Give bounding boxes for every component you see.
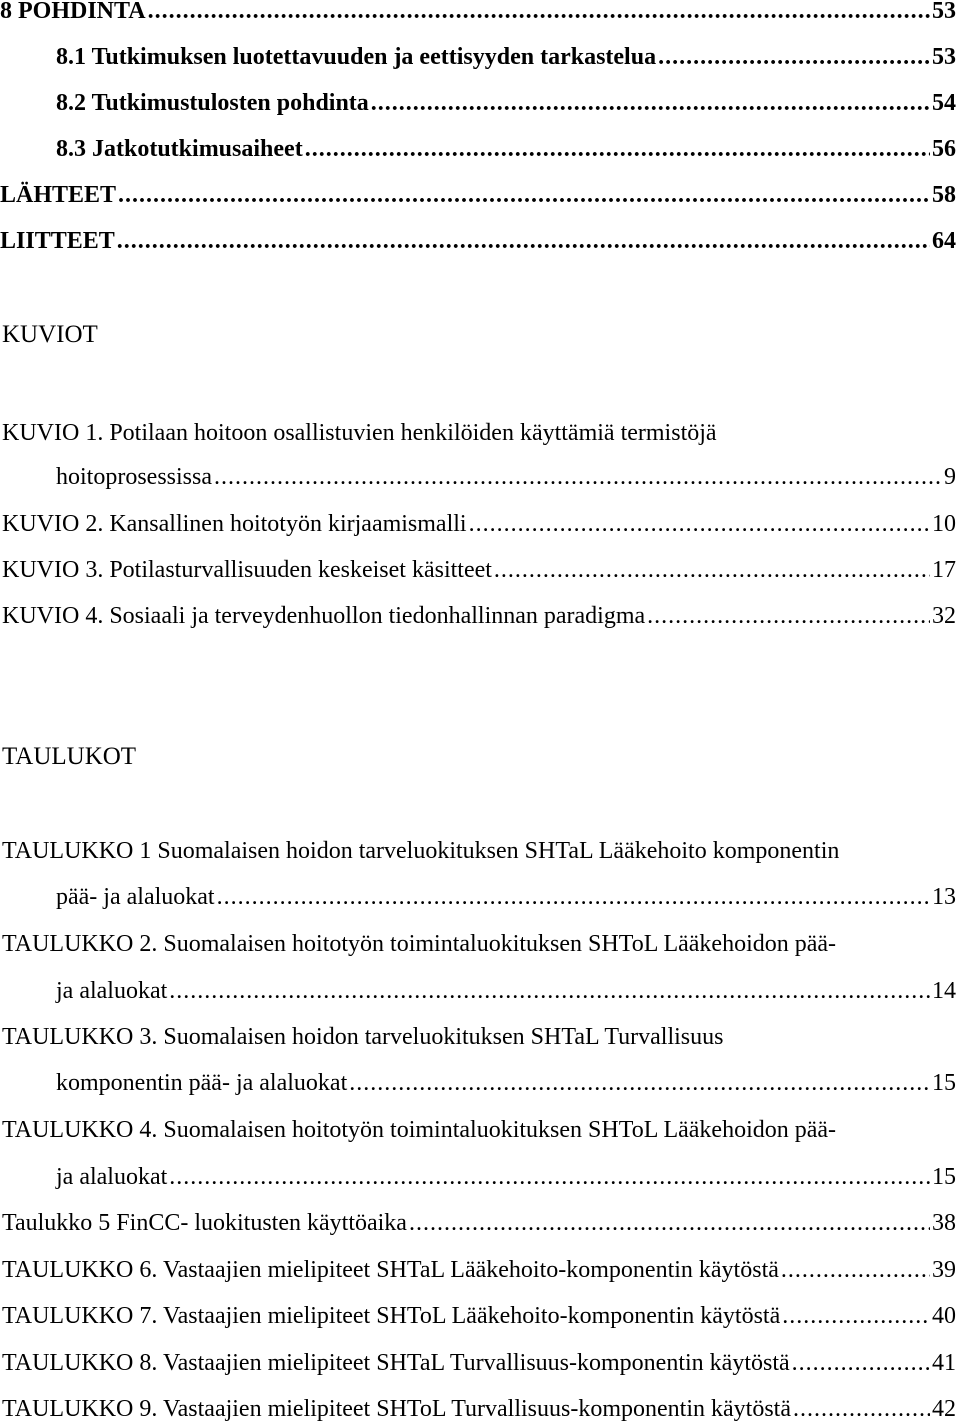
toc-entry-8-3[interactable] <box>56 132 956 166</box>
toc-entry-8-2[interactable] <box>56 86 956 120</box>
figure-entry-title: hoitoprosessissa <box>56 464 212 490</box>
table-entry-title: TAULUKKO 9. Vastaajien mielipiteet SHToL Turvallisuus-komponentin käytöstä <box>2 1396 791 1422</box>
table-entry-page: 13 <box>932 884 956 910</box>
dot-leader <box>148 0 930 28</box>
dot-leader <box>169 974 930 1008</box>
table-entry-4-line1[interactable]: TAULUKKO 4. Suomalaisen hoitotyön toimintaluokituksen SHToL Lääkehoidon pää- <box>2 1117 837 1143</box>
dot-leader <box>409 1206 930 1240</box>
table-entry-title: pää- ja alaluokat <box>56 884 215 910</box>
table-entry-4[interactable] <box>56 1160 956 1194</box>
figure-entry-title: KUVIO 3. Potilasturvallisuuden keskeiset käsitteet <box>2 557 492 583</box>
dot-leader <box>371 86 930 120</box>
dot-leader <box>214 460 942 494</box>
table-entry-page: 42 <box>932 1396 956 1422</box>
figure-entry-page: 9 <box>944 464 956 490</box>
table-entry-3[interactable] <box>56 1066 956 1100</box>
table-entry-3-line1[interactable]: TAULUKKO 3. Suomalaisen hoidon tarveluokituksen SHTaL Turvallisuus <box>2 1024 724 1050</box>
figure-entry-1[interactable] <box>56 460 956 494</box>
table-entry-5[interactable] <box>2 1206 956 1240</box>
toc-entry-liitteet[interactable] <box>0 224 956 258</box>
toc-entry-8-1[interactable] <box>56 40 956 74</box>
table-entry-page: 15 <box>932 1070 956 1096</box>
toc-entry-title: 8.1 Tutkimuksen luotettavuuden ja eettisyyden tarkastelua <box>56 44 657 70</box>
dot-leader <box>781 1253 930 1287</box>
table-entry-title: ja alaluokat <box>56 1164 168 1190</box>
table-entry-1[interactable] <box>56 880 956 914</box>
table-entry-6[interactable] <box>2 1253 956 1287</box>
table-entry-page: 38 <box>932 1210 956 1236</box>
figure-entry-title: KUVIO 2. Kansallinen hoitotyön kirjaamismalli <box>2 511 467 537</box>
dot-leader <box>118 178 930 212</box>
figure-entry-1-line1[interactable]: KUVIO 1. Potilaan hoitoon osallistuvien henkilöiden käyttämiä termistöjä <box>2 420 717 446</box>
table-entry-page: 14 <box>932 978 956 1004</box>
table-entry-title: Taulukko 5 FinCC- luokitusten käyttöaika <box>2 1210 407 1236</box>
toc-entry-page: 56 <box>932 136 956 162</box>
dot-leader <box>494 553 930 587</box>
toc-entry-title: 8.3 Jatkotutkimusaiheet <box>56 136 303 162</box>
dot-leader <box>658 40 930 74</box>
dot-leader <box>349 1066 930 1100</box>
toc-entry-title: 8 POHDINTA <box>0 0 146 24</box>
toc-entry-page: 53 <box>932 0 956 24</box>
table-entry-page: 41 <box>932 1350 956 1376</box>
toc-entry-page: 58 <box>932 182 956 208</box>
table-entry-title: ja alaluokat <box>56 978 168 1004</box>
figure-entry-page: 32 <box>932 603 956 629</box>
table-entry-2-line1[interactable]: TAULUKKO 2. Suomalaisen hoitotyön toimintaluokituksen SHToL Lääkehoidon pää- <box>2 931 837 957</box>
figure-entry-2[interactable] <box>2 507 956 541</box>
dot-leader <box>305 132 930 166</box>
dot-leader <box>782 1299 930 1333</box>
dot-leader <box>469 507 930 541</box>
table-entry-9[interactable] <box>2 1392 956 1426</box>
table-entry-2[interactable] <box>56 974 956 1008</box>
toc-entry-page: 53 <box>932 44 956 70</box>
dot-leader <box>793 1392 930 1426</box>
table-entry-7[interactable] <box>2 1299 956 1333</box>
table-entry-8[interactable] <box>2 1346 956 1380</box>
dot-leader <box>217 880 930 914</box>
table-entry-page: 39 <box>932 1257 956 1283</box>
figure-entry-page: 10 <box>932 511 956 537</box>
dot-leader <box>792 1346 930 1380</box>
toc-entry-page: 64 <box>932 228 956 254</box>
toc-entry-pohdinta[interactable] <box>0 0 956 28</box>
toc-entry-lahteet[interactable] <box>0 178 956 212</box>
table-entry-title: TAULUKKO 6. Vastaajien mielipiteet SHTaL Lääkehoito-komponentin käytöstä <box>2 1257 779 1283</box>
toc-entry-title: LIITTEET <box>0 228 115 254</box>
table-entry-1-line1[interactable]: TAULUKKO 1 Suomalaisen hoidon tarveluokituksen SHTaL Lääkehoito komponentin <box>2 838 840 864</box>
figures-heading: KUVIOT <box>2 321 98 348</box>
tables-heading: TAULUKOT <box>2 743 137 770</box>
table-entry-page: 15 <box>932 1164 956 1190</box>
toc-entry-title: 8.2 Tutkimustulosten pohdinta <box>56 90 369 116</box>
toc-entry-page: 54 <box>932 90 956 116</box>
figure-entry-4[interactable] <box>2 599 956 633</box>
table-entry-title: TAULUKKO 7. Vastaajien mielipiteet SHToL Lääkehoito-komponentin käytöstä <box>2 1303 781 1329</box>
dot-leader <box>647 599 930 633</box>
table-entry-page: 40 <box>932 1303 956 1329</box>
table-entry-title: TAULUKKO 8. Vastaajien mielipiteet SHTaL Turvallisuus-komponentin käytöstä <box>2 1350 790 1376</box>
dot-leader <box>117 224 930 258</box>
table-entry-title: komponentin pää- ja alaluokat <box>56 1070 348 1096</box>
figure-entry-title: KUVIO 4. Sosiaali ja terveydenhuollon tiedonhallinnan paradigma <box>2 603 646 629</box>
toc-entry-title: LÄHTEET <box>0 182 117 208</box>
figure-entry-3[interactable] <box>2 553 956 587</box>
figure-entry-page: 17 <box>932 557 956 583</box>
dot-leader <box>169 1160 930 1194</box>
